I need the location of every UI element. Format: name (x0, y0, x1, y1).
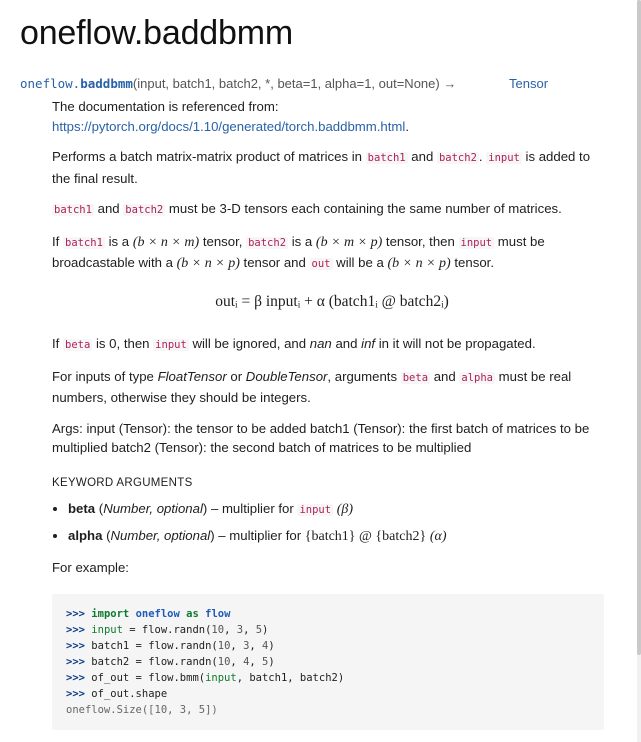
signature-params: (input, batch1, batch2, *, beta=1, alpha=1, out=None) → (132, 76, 457, 91)
code-line: >>> import oneflow as flow (66, 607, 231, 620)
broadcast-paragraph: If batch1 is a (b × n × m) tensor, batch2 is a (b × m × p) tensor, then input must be broadcastable with a (b × n × p) tensor and out will be a (b × n × p) tensor. (52, 233, 545, 271)
code-line: >>> of_out.shape (66, 687, 168, 700)
keyword-list (52, 499, 612, 546)
keyword-arguments-title: KEYWORD ARGUMENTS (52, 476, 193, 489)
page-title: oneflow.baddbmm (20, 14, 293, 52)
code-output: oneflow.Size([10, 3, 5]) (66, 703, 218, 716)
code-example[interactable] (52, 594, 604, 730)
input-types-paragraph: For inputs of type FloatTensor or DoubleTensor, arguments beta and alpha must be real numbers, otherwise they should be integers. (52, 368, 572, 405)
function-signature (20, 76, 620, 91)
keyword-item-alpha: • alpha (Number, optional) – multiplier for {batch1} @ {batch2} (α) (68, 526, 612, 547)
signature-module: oneflow. (20, 76, 81, 91)
keyword-item-beta: • beta (Number, optional) – multiplier for input (β) (68, 499, 612, 521)
shape-requirement-paragraph: batch1 and batch2 must be 3-D tensors each containing the same number of matrices. (54, 201, 562, 216)
description-paragraph: Performs a batch matrix-matrix product of matrices in batch1 and batch2 . input is added to the final result. (52, 149, 591, 186)
signature-name: baddbmm (80, 76, 133, 91)
code-line: >>> batch2 = flow.randn(10, 4, 5) (66, 655, 275, 668)
reference-link[interactable]: https://pytorch.org/docs/1.10/generated/torch.baddbmm.html (52, 118, 406, 134)
return-type-link[interactable]: Tensor (509, 76, 549, 91)
scrollbar[interactable] (637, 0, 641, 742)
beta-zero-paragraph: If beta is 0, then input will be ignored, and nan and inf in it will not be propagated. (52, 336, 536, 351)
scrollbar-thumb[interactable] (637, 0, 641, 655)
code-line: >>> batch1 = flow.randn(10, 3, 4) (66, 639, 275, 652)
code-line: >>> input = flow.randn(10, 3, 5) (66, 623, 269, 636)
doc-body (52, 97, 612, 730)
code-line: >>> of_out = flow.bmm(input, batch1, batch2) (66, 671, 345, 684)
reference-paragraph: The documentation is referenced from: https://pytorch.org/docs/1.10/generated/torch.baddbmm.html. (52, 99, 409, 134)
args-paragraph: Args: input (Tensor): the tensor to be added batch1 (Tensor): the first batch of matrices to be multiplied batch2 (Tensor): the second batch of matrices to be multiplied (52, 420, 590, 455)
example-label: For example: (52, 560, 129, 575)
formula: outᵢ = β inputᵢ + α (batch1ᵢ @ batch2ᵢ) (215, 292, 449, 310)
